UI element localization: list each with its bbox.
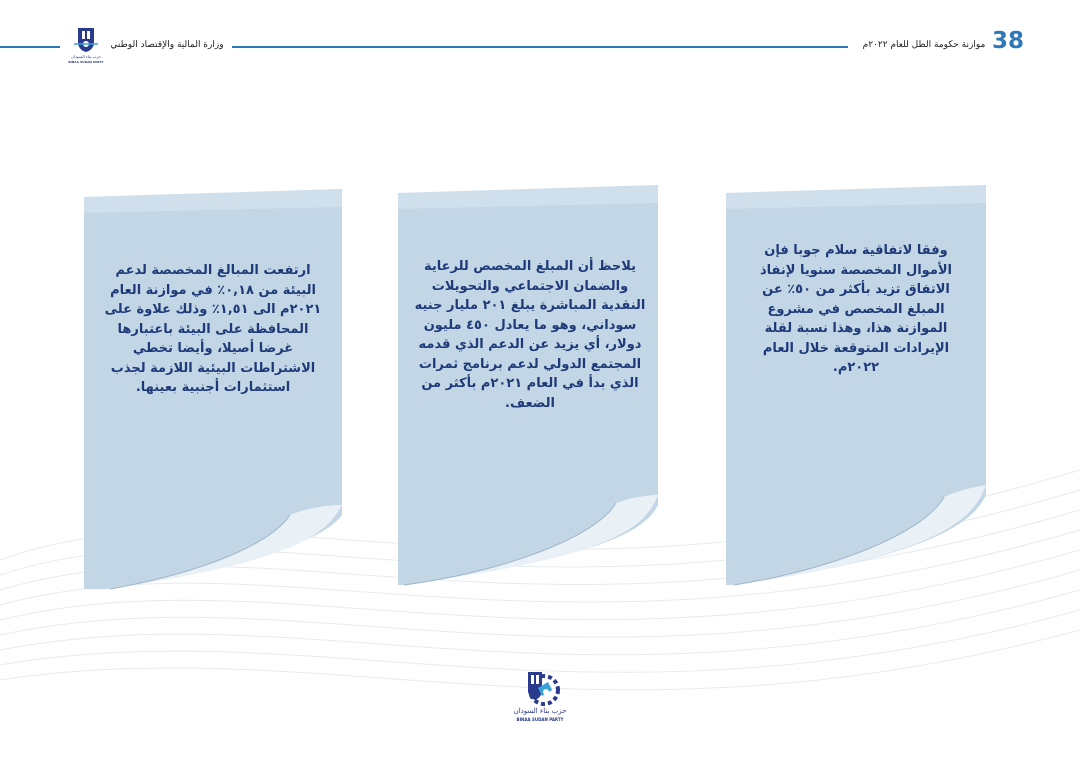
note-text: وفقا لاتفاقية سلام جوبا فإن الأموال المخصصة سنويا لإنفاذ الاتفاق تزيد بأكثر من ٥٠٪ عن المبلغ المخصص في مشروع الموازنة هذا، وهذا نسبة لقلة الإيرادات المتوقعة خلال العام ٢٠٢٢م. bbox=[759, 243, 953, 375]
page-number: 38 bbox=[992, 28, 1025, 54]
note-social-welfare bbox=[396, 185, 662, 595]
note-text: يلاحظ أن المبلغ المخصص للرعاية والضمان الاجتماعي والتحويلات النقدية المباشرة يبلغ ٢٠١ مليار جنيه سوداني، وهو ما يعادل ٤٥٠ مليون دولار، أي يزيد عن الدعم الذي قدمه المجتمع الدولي لدعم برنامج ثمرات الذي بدأ في العام ٢٠٢١م بأكثر من الضعف. bbox=[414, 259, 646, 411]
document-title: موازنة حكومة الظل للعام ٢٠٢٢م bbox=[862, 40, 986, 50]
ministry-name: وزارة المالية والإقتصاد الوطني bbox=[110, 40, 224, 50]
page-header bbox=[0, 0, 1080, 80]
footer-logo-caption: حزب بناء السودان bbox=[513, 707, 567, 715]
party-logo-icon bbox=[514, 668, 566, 724]
footer-logo-caption-en: BINAA SUDAN PARTY bbox=[516, 717, 564, 722]
note-environment bbox=[80, 185, 344, 595]
note-juba-agreement bbox=[724, 185, 988, 595]
header-logo-caption-en: BINAA SUDAN PARTY bbox=[68, 60, 104, 64]
header-rule-middle bbox=[232, 46, 848, 48]
header-rule-left bbox=[0, 46, 60, 48]
header-logo-caption: حزب بناء السودان bbox=[70, 54, 102, 59]
note-text: ارتفعت المبالغ المخصصة لدعم البيئة من ٠,١٨٪ في موازنة العام ٢٠٢١م الى ١,٥١٪ وذلك علاوة على المحافظة على البيئة باعتبارها غرضا أصيلا، وأيضا تخطي الاشتراطات البيئية اللازمة لجذب استثمارات أجنبية بعينها. bbox=[104, 263, 322, 395]
